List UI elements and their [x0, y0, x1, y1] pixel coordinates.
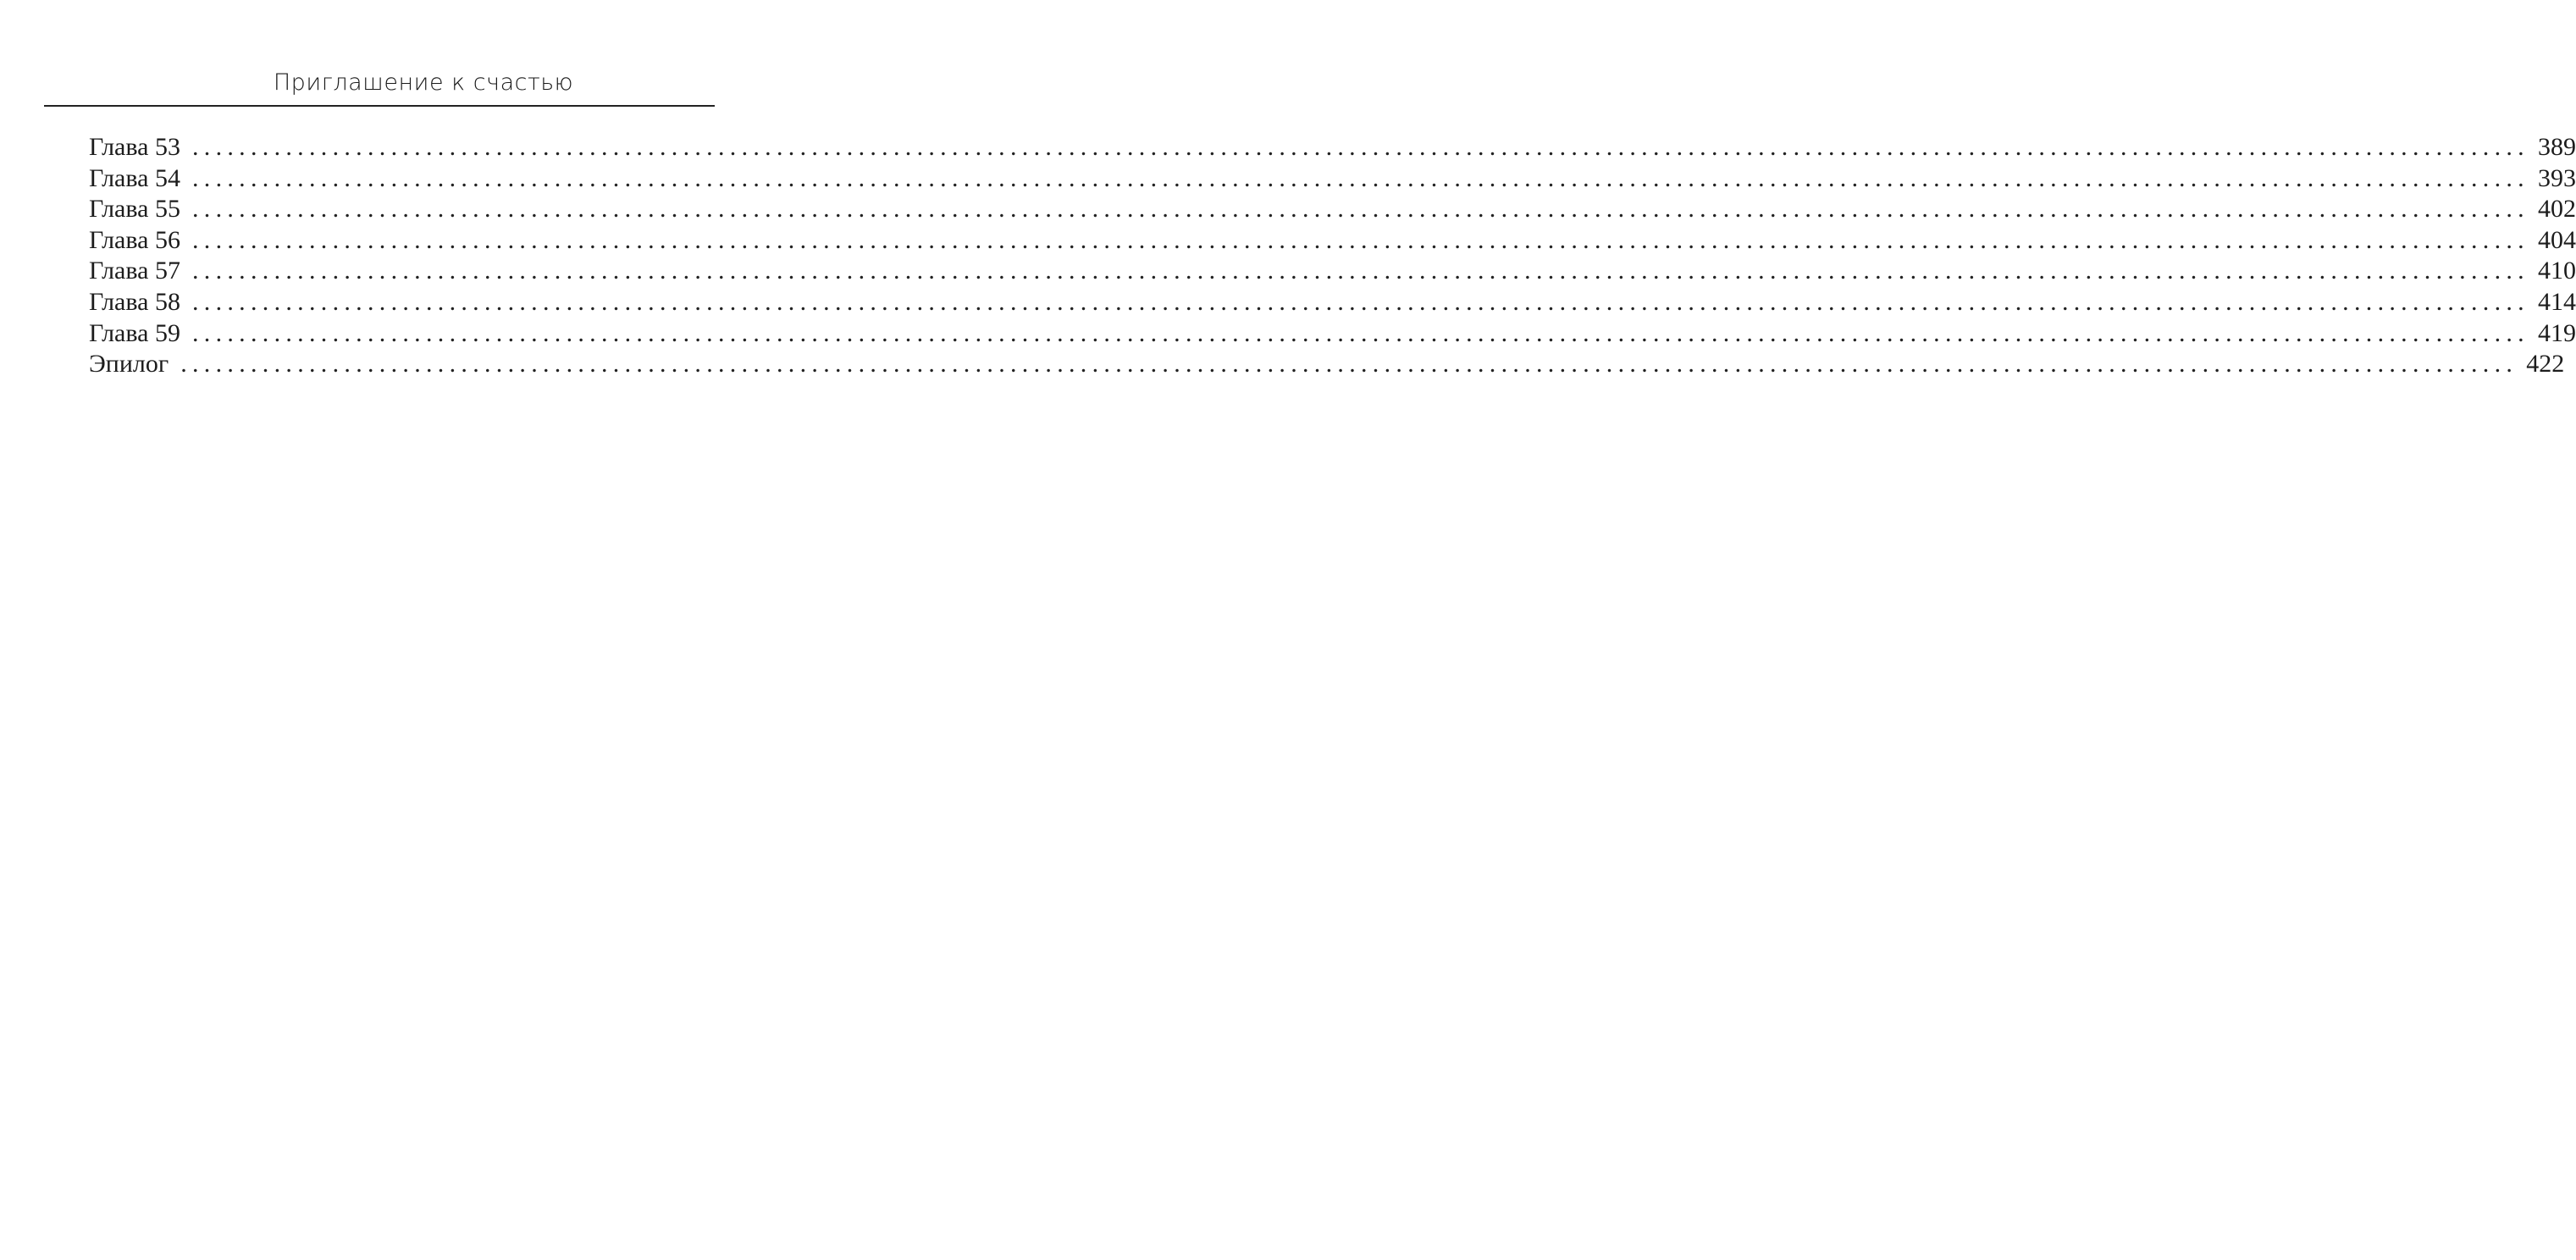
toc-entry — [89, 132, 2576, 163]
toc-entry — [89, 163, 2576, 195]
dot-leader: ........................................................................................................................................................................................................ — [180, 350, 2518, 379]
toc-entry-title: Глава 54 — [89, 163, 180, 192]
toc-entry — [89, 349, 2565, 380]
toc-entry-title: Глава 59 — [89, 318, 180, 347]
toc-entry — [89, 287, 2576, 318]
toc-entry-page: 404 — [2537, 225, 2576, 254]
toc-entry — [89, 194, 2576, 225]
dot-leader: ........................................................................................................................................................................................................ — [191, 257, 2529, 285]
dot-leader: ........................................................................................................................................................................................................ — [191, 225, 2529, 254]
toc-entry-title: Эпилог — [89, 350, 169, 379]
toc-entry-page: 419 — [2537, 318, 2576, 347]
dot-leader: ........................................................................................................................................................................................................ — [191, 318, 2529, 347]
dot-leader: ........................................................................................................................................................................................................ — [191, 195, 2529, 224]
toc-entry-page: 402 — [2537, 195, 2576, 224]
toc-entry-page: 422 — [2526, 350, 2565, 379]
toc-entry-page: 414 — [2537, 287, 2576, 316]
toc-entry-title: Глава 57 — [89, 257, 180, 285]
dot-leader: ........................................................................................................................................................................................................ — [191, 287, 2529, 316]
dot-leader: ........................................................................................................................................................................................................ — [191, 163, 2529, 192]
toc-entry-title: Глава 56 — [89, 225, 180, 254]
toc-entry-page: 410 — [2537, 257, 2576, 285]
toc-entry-page: 389 — [2537, 133, 2576, 161]
table-of-contents — [89, 132, 2576, 380]
toc-entry-title: Глава 53 — [89, 133, 180, 161]
toc-entry-title: Глава 55 — [89, 195, 180, 224]
dot-leader: ........................................................................................................................................................................................................ — [191, 133, 2529, 161]
toc-entry — [89, 318, 2576, 350]
header-rule — [44, 105, 715, 107]
running-head: Приглашение к счастью — [273, 69, 574, 96]
toc-entry-title: Глава 58 — [89, 287, 180, 316]
toc-entry — [89, 225, 2576, 257]
toc-entry — [89, 256, 2576, 287]
toc-entry-page: 393 — [2537, 163, 2576, 192]
